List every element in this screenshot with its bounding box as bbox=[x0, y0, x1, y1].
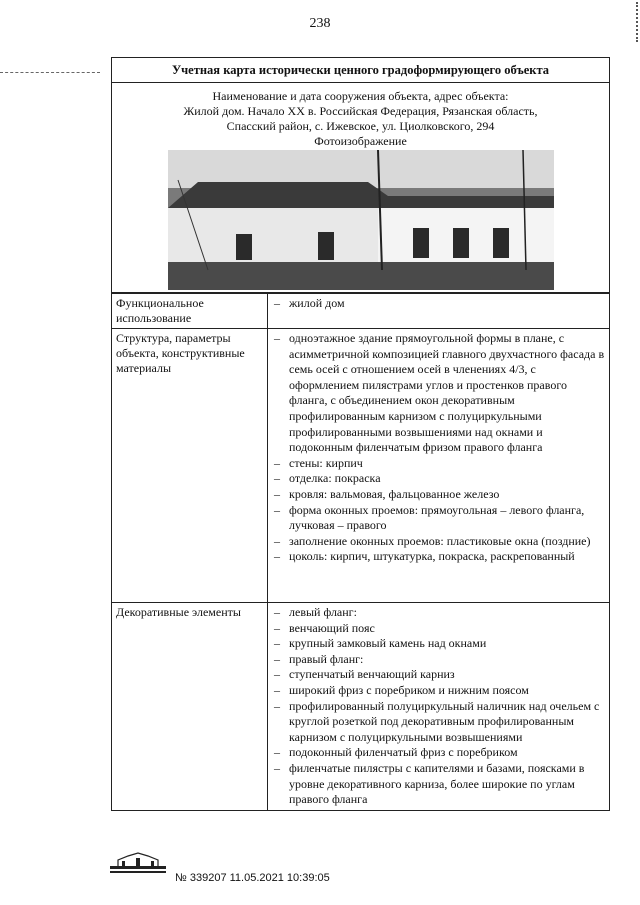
table-row bbox=[112, 602, 609, 810]
document-registration: № 339207 11.05.2021 10:39:05 bbox=[175, 872, 330, 884]
list-item: – отделка: покраска bbox=[274, 471, 381, 486]
record-card bbox=[111, 57, 610, 811]
name-line-1: Наименование и дата сооружения объекта, адрес объекта: bbox=[212, 89, 509, 103]
table-row bbox=[112, 293, 609, 328]
list-item: – правый фланг: bbox=[274, 651, 364, 666]
list-item: – подоконный филенчатый фриз с поребриком bbox=[274, 745, 518, 760]
row-label: Декоративные элементы bbox=[112, 603, 268, 810]
list-item: – заполнение оконных проемов: пластиковые окна (поздние) bbox=[274, 533, 591, 548]
list-item: – левый фланг: bbox=[274, 605, 357, 619]
table-row bbox=[112, 328, 609, 602]
row-label: Функциональное использование bbox=[112, 294, 268, 328]
list-item: – кровля: вальмовая, фальцованное железо bbox=[274, 486, 500, 501]
name-line-2: Жилой дом. Начало XX в. Российская Федерация, Рязанская область, bbox=[183, 104, 538, 118]
registry-logo-icon bbox=[108, 852, 168, 874]
card-title: Учетная карта исторически ценного градоформирующего объекта bbox=[112, 58, 609, 83]
row-values bbox=[268, 329, 609, 602]
margin-dash bbox=[0, 72, 100, 73]
row-values bbox=[268, 294, 609, 328]
list-item: – цоколь: кирпич, штукатурка, покраска, раскрепованный bbox=[274, 549, 575, 564]
list-item: – одноэтажное здание прямоугольной формы в плане, с асимметричной композицией главного двухчастного фасада в семь осей с отношением осей в членениях 4/3, с оформлением пилястрами углов и простенков правого фланга, с объединением окон декоративным профилированным карнизом с полуциркульными профилированными возвышениями над окнами и подоконным филенчатым фризом правого фланга bbox=[274, 331, 605, 455]
page-number: 238 bbox=[309, 16, 331, 31]
list-item: – жилой дом bbox=[274, 296, 345, 310]
list-item: – венчающий пояс bbox=[274, 620, 375, 635]
building-photo bbox=[168, 150, 554, 290]
row-label: Структура, параметры объекта, конструктивные материалы bbox=[112, 329, 268, 602]
name-line-3: Спасский район, с. Ижевское, ул. Циолковского, 294 bbox=[226, 119, 495, 133]
list-item: – крупный замковый камень над окнами bbox=[274, 636, 487, 651]
list-item: – профилированный полуциркульный наличник над очельем с круглой розеткой под декоративным профилированным карнизом с полуциркульными возвышениями bbox=[274, 698, 600, 744]
list-item: – форма оконных проемов: прямоугольная – левого фланга, лучковая – правого bbox=[274, 502, 585, 533]
list-item: – филенчатые пилястры с капителями и базами, поясками в уровне декоративного карниза, более широкие по углам правого фланга bbox=[274, 760, 585, 807]
photo-label: Фотоизображение bbox=[314, 134, 407, 148]
list-item: – ступенчатый венчающий карниз bbox=[274, 667, 455, 682]
object-name-block bbox=[112, 83, 609, 293]
list-item: – широкий фриз с поребриком и нижним поясом bbox=[274, 682, 529, 697]
list-item: – стены: кирпич bbox=[274, 455, 363, 470]
row-values bbox=[268, 603, 609, 810]
